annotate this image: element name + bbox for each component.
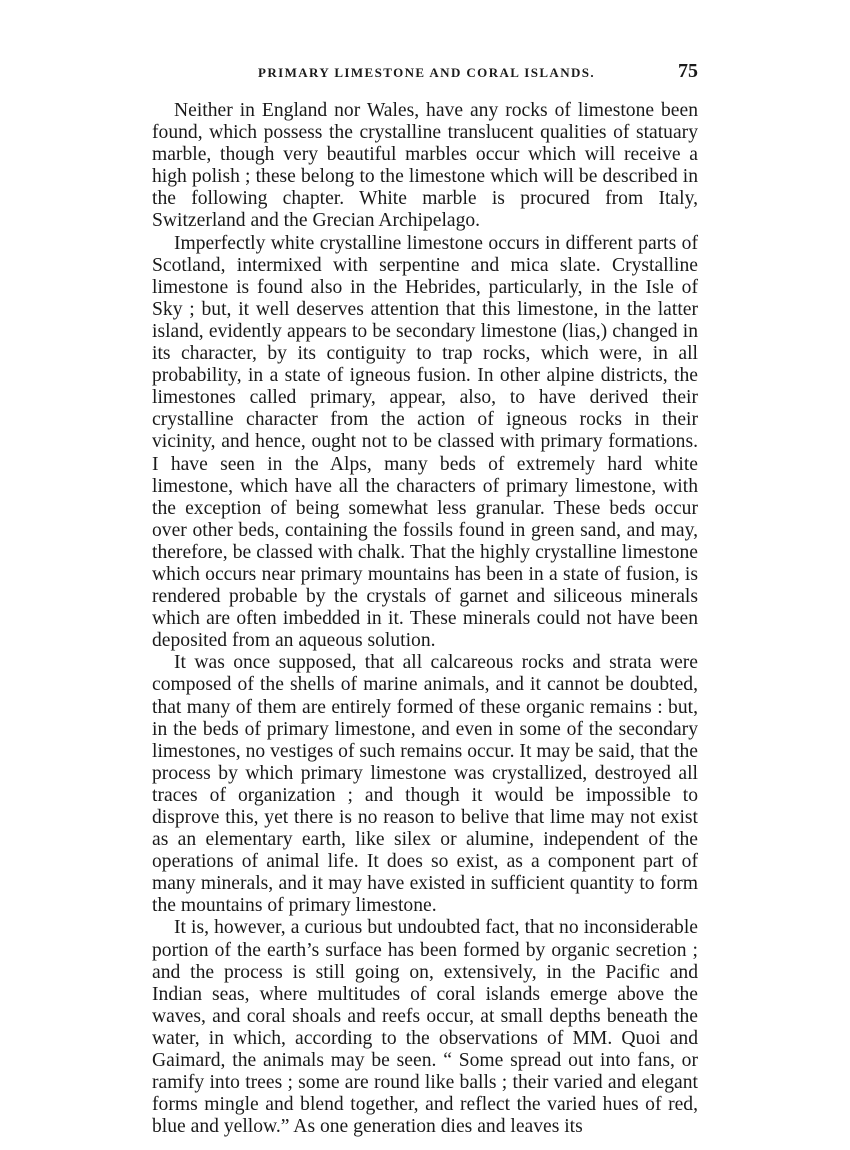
paragraph-calcareous-rocks: It was once supposed, that all calcareous rocks and strata were composed of the shells of marine animals, and it cannot be doubted, that many of them are entirely formed of these organic remains : but, in the beds of primary limestone, and even in some of the secondary limestones, no vestiges of such remains occur. It may be said, that the process by which primary limestone was crystallized, destroyed all traces of organization ; and though it would be impossible to disprove this, yet there is no reason to belive that lime may not exist as an elementary earth, like silex or alumine, independent of the operations of animal life. It does so exist, as a component part of many minerals, and it may have existed in sufficient quantity to form the mountains of primary limestone. bbox=[152, 652, 698, 917]
running-head bbox=[152, 62, 698, 84]
body-text bbox=[152, 100, 698, 1138]
running-title: PRIMARY LIMESTONE AND CORAL ISLANDS. bbox=[258, 65, 596, 80]
paragraph-coral-islands: It is, however, a curious but undoubted fact, that no inconsiderable portion of the earth’s surface has been formed by organic secretion ; and the process is still going on, extensively, in the Pacific and Indian seas, where multitudes of coral islands emerge above the waves, and coral shoals and reefs occur, at small depths beneath the water, in which, according to the observations of MM. Quoi and Gaimard, the animals may be seen. “ Some spread out into fans, or ramify into trees ; some are round like balls ; their varied and elegant forms mingle and blend together, and reflect the varied hues of red, blue and yellow.” As one generation dies and leaves its bbox=[152, 917, 698, 1138]
page-number: 75 bbox=[678, 60, 698, 82]
paragraph-crystalline-limestone: Imperfectly white crystalline limestone occurs in different parts of Scotland, intermixed with serpentine and mica slate. Crystalline limestone is found also in the Hebrides, particularly, in the Isle of Sky ; but, it well deserves attention that this limestone, in the latter island, evidently appears to be secondary limestone (lias,) changed in its character, by its contiguity to trap rocks, which were, in all probability, in a state of igneous fusion. In other alpine districts, the limestones called primary, appear, also, to have derived their crystalline character from the action of igneous rocks in their vicinity, and hence, ought not to be classed with primary formations. I have seen in the Alps, many beds of extremely hard white limestone, which have all the characters of primary limestone, with the exception of being somewhat less granular. These beds occur over other beds, containing the fossils found in green sand, and may, therefore, be classed with chalk. That the highly crystalline limestone which occurs near primary mountains has been in a state of fusion, is rendered probable by the crystals of garnet and siliceous minerals which are often imbedded in it. These minerals could not have been deposited from an aqueous solution. bbox=[152, 232, 698, 652]
paragraph-marble: Neither in England nor Wales, have any rocks of limestone been found, which possess the crystalline translucent qualities of statuary marble, though very beautiful marbles occur which will receive a high polish ; these belong to the limestone which will be described in the following chapter. White marble is procured from Italy, Switzerland and the Grecian Archipelago. bbox=[152, 100, 698, 232]
